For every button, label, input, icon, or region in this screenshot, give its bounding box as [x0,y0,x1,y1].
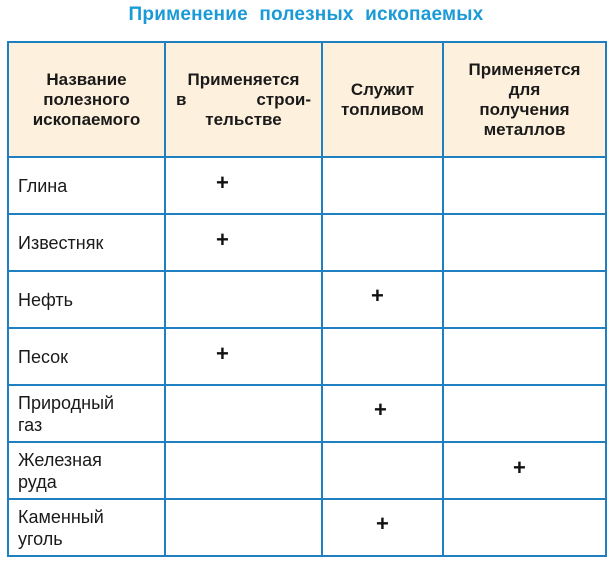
plus-mark: + [216,227,229,252]
plus-mark: + [216,341,229,366]
page-title: Применение полезных ископаемых [128,4,484,25]
table-row [8,328,606,385]
table-row [8,499,606,556]
header-fuel: Служит топливом [322,42,443,157]
header-mineral-name: Название полезного ископаемого [8,42,165,157]
table-row [8,385,606,442]
cell-construction [165,328,322,385]
mineral-name: Известняк [8,214,165,271]
header-metals: Применяется для получения металлов [443,42,606,157]
cell-metals [443,214,606,271]
cell-fuel [322,214,443,271]
cell-metals [443,442,606,499]
cell-fuel [322,442,443,499]
mineral-name: Глина [8,157,165,214]
mineral-name: Железная руда [8,442,165,499]
plus-mark: + [376,511,389,536]
header-construction: Применяется в строи- тельстве [165,42,322,157]
cell-metals [443,157,606,214]
table-row [8,271,606,328]
plus-mark: + [216,170,229,195]
cell-fuel [322,157,443,214]
table-header-row [8,42,606,157]
table-row [8,157,606,214]
plus-mark: + [513,455,526,480]
cell-metals [443,499,606,556]
cell-metals [443,385,606,442]
cell-construction [165,499,322,556]
cell-construction [165,385,322,442]
minerals-usage-table [7,41,607,557]
cell-fuel [322,385,443,442]
cell-fuel [322,328,443,385]
cell-fuel [322,499,443,556]
cell-construction [165,271,322,328]
table-row [8,214,606,271]
cell-construction [165,157,322,214]
cell-metals [443,271,606,328]
cell-construction [165,214,322,271]
plus-mark: + [374,397,387,422]
mineral-name: Нефть [8,271,165,328]
mineral-name: Каменный уголь [8,499,165,556]
cell-fuel [322,271,443,328]
cell-construction [165,442,322,499]
mineral-name: Песок [8,328,165,385]
plus-mark: + [371,283,384,308]
cell-metals [443,328,606,385]
mineral-name: Природный газ [8,385,165,442]
table-row [8,442,606,499]
